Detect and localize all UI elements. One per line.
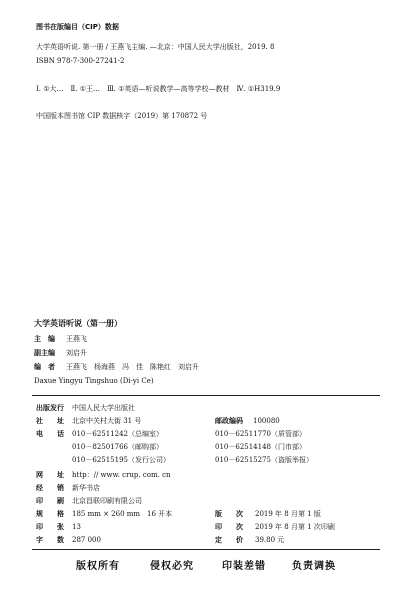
pub-value-2: 100080: [253, 417, 280, 425]
slogan-infringement: 侵权必究: [150, 561, 194, 572]
cip-isbn: ISBN 978-7-300-27241-2: [36, 57, 125, 65]
pub-value: 287 000: [72, 536, 101, 544]
pub-value-2: 010－62515275（盗版举报）: [215, 456, 313, 464]
pub-label: 经 销: [36, 484, 64, 492]
pub-label: 印 刷: [36, 497, 64, 505]
website-url: http：// www. crup. com. cn: [72, 471, 171, 479]
pub-label: 社 址: [36, 417, 64, 425]
pub-label: 电 话: [36, 430, 64, 438]
pub-label: 网 址: [36, 471, 64, 479]
editors-label: 编 者: [34, 363, 55, 371]
pub-value: 010－62511242（总编室）: [72, 430, 163, 438]
pub-value: 010－62515195（发行公司）: [72, 456, 170, 464]
pub-value: 北京中关村大街 31 号: [72, 417, 142, 425]
bottom-divider: [32, 549, 380, 550]
slogan-all-rights-reserved: 版权所有: [76, 561, 120, 572]
pub-label-2: 印 次: [215, 523, 243, 531]
editors-value: 王燕飞 杨海燕 冯 佳 陈艳红 刘启升: [66, 363, 199, 371]
book-title: 大学英语听说（第一册）: [34, 319, 122, 328]
pub-value: 中国人民大学出版社: [72, 404, 135, 412]
deputy-editor-value: 刘启升: [66, 349, 87, 357]
pub-value: 北京昌联印刷有限公司: [72, 497, 142, 505]
pub-label: 印 张: [36, 523, 64, 531]
pub-value-2: 010－62511770（质管部）: [215, 430, 306, 438]
chief-editor-label: 主 编: [34, 335, 55, 343]
pub-value: 185 mm × 260 mm 16 开本: [72, 510, 173, 518]
pub-value-2: 010－62514148（门市部）: [215, 443, 306, 451]
pub-value: 010－82501766（邮购部）: [72, 443, 163, 451]
pub-label-2: 版 次: [215, 510, 243, 518]
pub-label: 规 格: [36, 510, 64, 518]
pub-value: 13: [72, 523, 81, 531]
pub-value-2: 2019 年 8 月第 1 版: [255, 510, 321, 518]
cip-classification: Ⅰ. ①大… Ⅱ. ①王… Ⅲ. ①英语—听说教学—高等学校—教材 Ⅳ. ①H319.9: [36, 85, 281, 93]
cip-record-number: 中国版本图书馆 CIP 数据核字（2019）第 170872 号: [36, 112, 208, 120]
pub-label-2: 定 价: [215, 536, 243, 544]
cip-heading: 图书在版编目（CIP）数据: [36, 23, 119, 31]
pinyin-title: Daxue Yingyu Tingshuo (Di-yi Ce): [34, 377, 154, 385]
top-divider: [32, 395, 380, 396]
pub-label: 出版发行: [36, 404, 64, 412]
pub-label: 字 数: [36, 536, 64, 544]
slogan-exchange: 负责调换: [292, 561, 336, 572]
cip-citation: 大学英语听说. 第一册 / 王燕飞主编. —北京：中国人民大学出版社，2019. 8: [36, 43, 275, 51]
slogan-printing-errors: 印装差错: [222, 561, 266, 572]
deputy-editor-label: 副主编: [34, 349, 55, 357]
pub-value-2: 2019 年 8 月第 1 次印刷: [255, 523, 335, 531]
price-value: 39.80 元: [255, 536, 285, 544]
pub-label-2: 邮政编码: [215, 417, 243, 425]
chief-editor-value: 王燕飞: [66, 335, 87, 343]
pub-value: 新华书店: [72, 484, 100, 492]
